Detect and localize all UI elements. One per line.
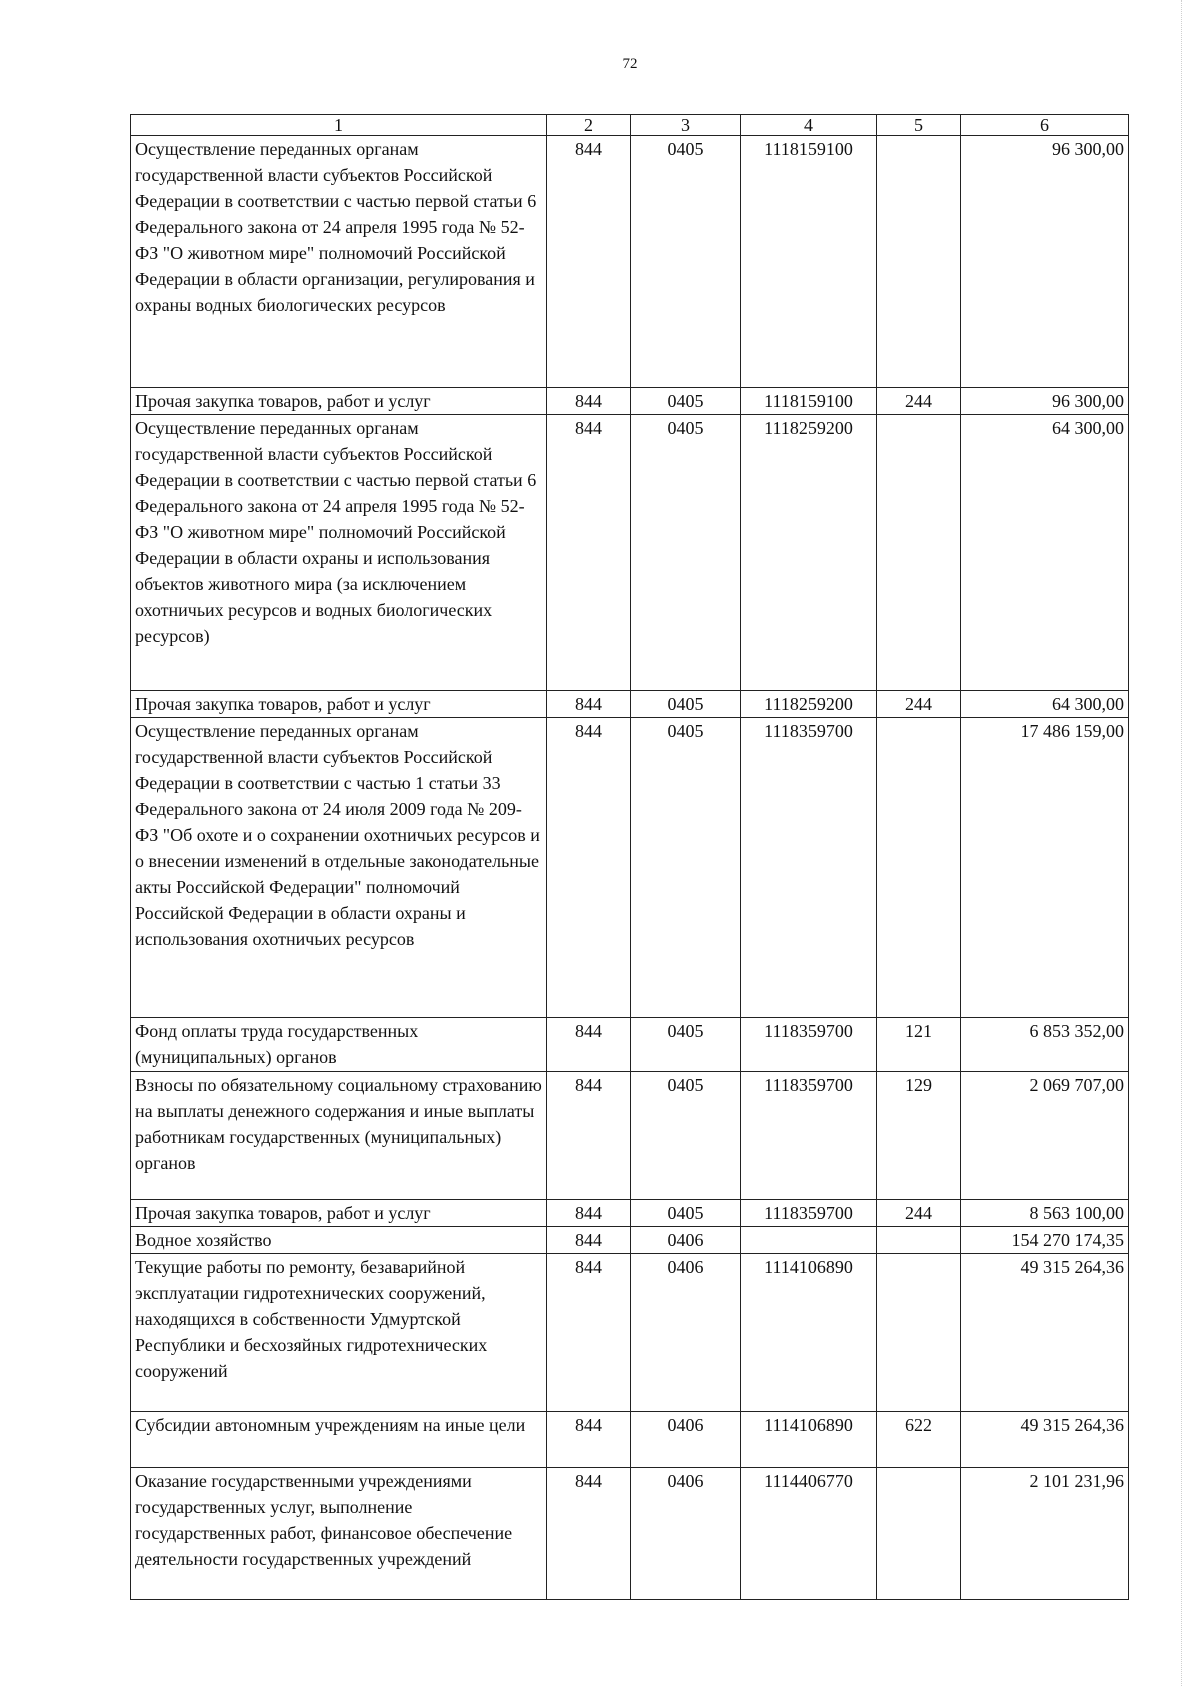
ministry-code: 844 <box>547 136 631 388</box>
table-row <box>131 136 1129 388</box>
amount: 2 069 707,00 <box>961 1072 1129 1200</box>
column-header: 1 <box>131 115 547 136</box>
section-code: 0405 <box>631 1018 741 1072</box>
target-article-code: 1118259200 <box>741 415 877 691</box>
amount: 96 300,00 <box>961 136 1129 388</box>
expense-type-code <box>877 1227 961 1254</box>
ministry-code: 844 <box>547 1412 631 1468</box>
section-code: 0406 <box>631 1227 741 1254</box>
target-article-code: 1114406770 <box>741 1468 877 1600</box>
section-code: 0406 <box>631 1412 741 1468</box>
expense-type-code: 244 <box>877 388 961 415</box>
table-row <box>131 388 1129 415</box>
column-header: 3 <box>631 115 741 136</box>
section-code: 0405 <box>631 388 741 415</box>
amount: 49 315 264,36 <box>961 1412 1129 1468</box>
section-code: 0406 <box>631 1254 741 1412</box>
section-code: 0406 <box>631 1468 741 1600</box>
section-code: 0405 <box>631 1200 741 1227</box>
amount: 2 101 231,96 <box>961 1468 1129 1600</box>
expense-type-code: 244 <box>877 691 961 718</box>
row-description: Фонд оплаты труда государственных (муниципальных) органов <box>131 1018 547 1072</box>
row-description: Оказание государственными учреждениями государственных услуг, выполнение государственных работ, финансовое обеспечение деятельности государственных учреждений <box>131 1468 547 1600</box>
target-article-code: 1118259200 <box>741 691 877 718</box>
column-header: 6 <box>961 115 1129 136</box>
target-article-code: 1114106890 <box>741 1412 877 1468</box>
row-description: Текущие работы по ремонту, безаварийной эксплуатации гидротехнических сооружений, находящихся в собственности Удмуртской Республики и бесхозяйных гидротехнических сооружений <box>131 1254 547 1412</box>
budget-table <box>130 114 1129 1600</box>
column-header: 4 <box>741 115 877 136</box>
amount: 64 300,00 <box>961 415 1129 691</box>
expense-type-code <box>877 1254 961 1412</box>
row-description: Осуществление переданных органам государственной власти субъектов Российской Федерации в соответствии с частью первой статьи 6 Федерального закона от 24 апреля 1995 года № 52-ФЗ "О животном мире" полномочий Российской Федерации в области организации, регулирования и охраны водных биологических ресурсов <box>131 136 547 388</box>
row-description: Водное хозяйство <box>131 1227 547 1254</box>
amount: 8 563 100,00 <box>961 1200 1129 1227</box>
row-description: Осуществление переданных органам государственной власти субъектов Российской Федерации в соответствии с частью 1 статьи 33 Федерального закона от 24 июля 2009 года № 209-ФЗ "Об охоте и о сохранении охотничьих ресурсов и о внесении изменений в отдельные законодательные акты Российской Федерации" полномочий Российской Федерации в области охраны и использования охотничьих ресурсов <box>131 718 547 1018</box>
expense-type-code <box>877 718 961 1018</box>
section-code: 0405 <box>631 718 741 1018</box>
row-description: Прочая закупка товаров, работ и услуг <box>131 691 547 718</box>
target-article-code: 1118359700 <box>741 1072 877 1200</box>
ministry-code: 844 <box>547 1072 631 1200</box>
section-code: 0405 <box>631 691 741 718</box>
expense-type-code: 244 <box>877 1200 961 1227</box>
expense-type-code: 622 <box>877 1412 961 1468</box>
ministry-code: 844 <box>547 1200 631 1227</box>
expense-type-code <box>877 1468 961 1600</box>
expense-type-code: 121 <box>877 1018 961 1072</box>
ministry-code: 844 <box>547 415 631 691</box>
section-code: 0405 <box>631 415 741 691</box>
table-row <box>131 415 1129 691</box>
amount: 6 853 352,00 <box>961 1018 1129 1072</box>
table-row <box>131 691 1129 718</box>
amount: 17 486 159,00 <box>961 718 1129 1018</box>
target-article-code: 1114106890 <box>741 1254 877 1412</box>
table-row <box>131 1468 1129 1600</box>
ministry-code: 844 <box>547 691 631 718</box>
expense-type-code <box>877 136 961 388</box>
row-description: Взносы по обязательному социальному страхованию на выплаты денежного содержания и иные выплаты работникам государственных (муниципальных) органов <box>131 1072 547 1200</box>
row-description: Прочая закупка товаров, работ и услуг <box>131 1200 547 1227</box>
amount: 154 270 174,35 <box>961 1227 1129 1254</box>
target-article-code: 1118359700 <box>741 1200 877 1227</box>
page-number: 72 <box>622 56 638 72</box>
table-row <box>131 1254 1129 1412</box>
expense-type-code: 129 <box>877 1072 961 1200</box>
row-description: Субсидии автономным учреждениям на иные цели <box>131 1412 547 1468</box>
ministry-code: 844 <box>547 388 631 415</box>
table-row <box>131 1072 1129 1200</box>
row-description: Осуществление переданных органам государственной власти субъектов Российской Федерации в соответствии с частью первой статьи 6 Федерального закона от 24 апреля 1995 года № 52-ФЗ "О животном мире" полномочий Российской Федерации в области охраны и использования объектов животного мира (за исключением охотничьих ресурсов и водных биологических ресурсов) <box>131 415 547 691</box>
amount: 96 300,00 <box>961 388 1129 415</box>
column-header: 2 <box>547 115 631 136</box>
ministry-code: 844 <box>547 1254 631 1412</box>
target-article-code: 1118359700 <box>741 1018 877 1072</box>
table-row <box>131 1227 1129 1254</box>
table-row <box>131 718 1129 1018</box>
table-row <box>131 1412 1129 1468</box>
table-row <box>131 1018 1129 1072</box>
section-code: 0405 <box>631 136 741 388</box>
target-article-code <box>741 1227 877 1254</box>
row-description: Прочая закупка товаров, работ и услуг <box>131 388 547 415</box>
expense-type-code <box>877 415 961 691</box>
amount: 49 315 264,36 <box>961 1254 1129 1412</box>
table-row <box>131 1200 1129 1227</box>
column-header: 5 <box>877 115 961 136</box>
ministry-code: 844 <box>547 1468 631 1600</box>
target-article-code: 1118359700 <box>741 718 877 1018</box>
amount: 64 300,00 <box>961 691 1129 718</box>
scan-edge-marks <box>1179 0 1182 1686</box>
ministry-code: 844 <box>547 718 631 1018</box>
ministry-code: 844 <box>547 1227 631 1254</box>
section-code: 0405 <box>631 1072 741 1200</box>
target-article-code: 1118159100 <box>741 388 877 415</box>
table-header-row <box>131 115 1129 136</box>
target-article-code: 1118159100 <box>741 136 877 388</box>
ministry-code: 844 <box>547 1018 631 1072</box>
